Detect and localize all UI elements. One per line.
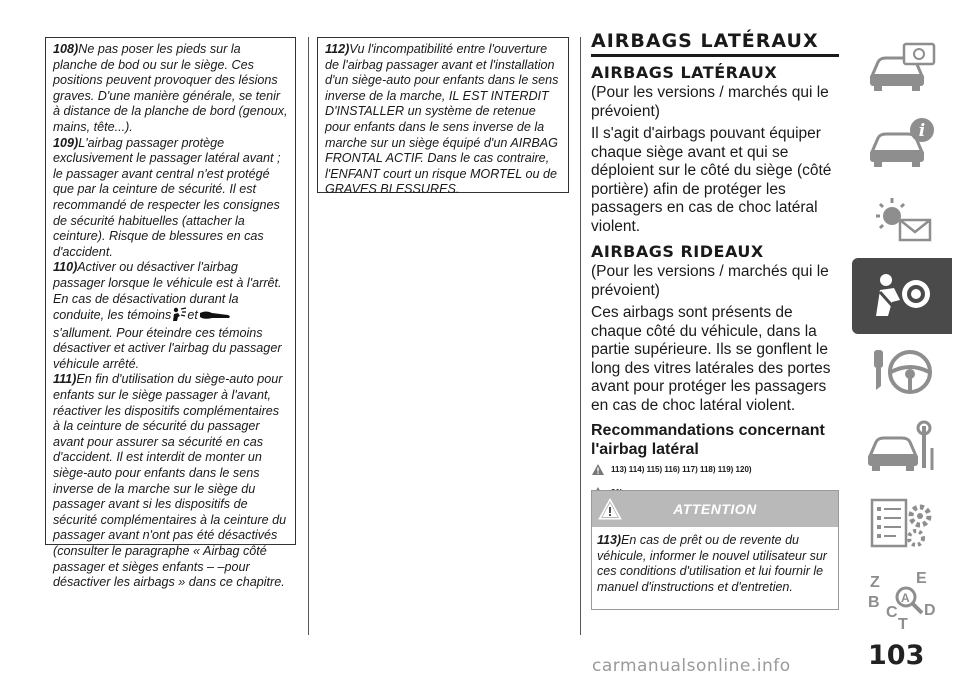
alphabetical-index-icon (864, 567, 940, 633)
tab-dashboard[interactable] (852, 30, 952, 106)
side-airbags-availability: (Pour les versions / marchés qui le prévoient) (591, 84, 829, 120)
index-letter: C (886, 604, 898, 621)
index-letter: B (868, 594, 880, 611)
tab-warning-lights[interactable] (852, 182, 952, 258)
specifications-gear-icon (864, 494, 940, 554)
curtain-airbags-description: Ces airbags sont présents de chaque côté du véhicule, dans la partie supérieure. Ils se gonflent le long des vitres latérales des portes avant pour protéger les passagers en cas de choc latéral violent. (591, 304, 831, 414)
tab-emergency[interactable] (852, 410, 952, 486)
index-letter: D (924, 602, 936, 619)
safety-notes-box-1 (45, 37, 296, 590)
page-title: AIRBAGS LATÉRAUX (591, 30, 839, 57)
car-dashboard-icon (864, 38, 940, 98)
index-letter: Z (870, 574, 880, 591)
attention-header: ATTENTION (592, 491, 838, 527)
warning-reference-1: 113) 114) 115) 116) 117) 118) 119) 120) (591, 463, 839, 476)
column-divider-2 (580, 37, 581, 635)
section-heading-side-airbags: AIRBAGS LATÉRAUX (591, 63, 778, 82)
section-heading-curtain-airbags: AIRBAGS RIDEAUX (591, 242, 764, 261)
note-108: 108)Ne pas poser les pieds sur la planche de bod ou sur le siège. Ces positions peuvent provoquer des lésions graves. D'une manière générale, se tenir à distance de la planche de bord (genoux, mains, tête...). (53, 42, 288, 134)
tab-info[interactable] (852, 106, 952, 182)
tab-index[interactable] (852, 562, 952, 638)
warning-triangle-icon (597, 497, 623, 521)
svg-text:A: A (901, 591, 910, 605)
tab-starting-driving[interactable] (852, 334, 952, 410)
warning-lights-icon (864, 190, 940, 250)
index-letter: E (916, 570, 927, 587)
svg-text:i: i (918, 121, 926, 141)
attention-content: 113)En cas de prêt ou de revente du véhicule, informer le nouvel utilisateur sur ces conditions d'utilisation et lui fournir le manuel d'instructions et d'entretien. (597, 533, 827, 594)
index-letter: T (898, 616, 908, 633)
recommendations-heading: Recommandations concernant l'airbag latéral (591, 422, 825, 458)
tab-technical-data[interactable] (852, 486, 952, 562)
column-divider-1 (308, 37, 309, 635)
warning-triangle-icon (591, 463, 605, 476)
key-steering-wheel-icon (864, 342, 940, 402)
airbag-seatbelt-icon (864, 266, 940, 326)
note-109: 109)L'airbag passager protège exclusivement le passager latéral avant ; le passager avant central n'est protégé que par la ceinture de sécurité. Il est recommandé de respecter les consignes de sécurité habituelles (attacher la ceinture). Risque de blessures en cas d'accident. (53, 135, 281, 259)
curtain-airbags-availability: (Pour les versions / marchés qui le prévoient) (591, 263, 829, 299)
main-content-column (591, 30, 839, 532)
passenger-airbag-off-icon (171, 307, 187, 326)
car-info-icon (864, 114, 940, 174)
airbag-warning-icon (198, 309, 232, 326)
note-112: 112)Vu l'incompatibilité entre l'ouverture de l'airbag passager avant et l'installation d'un siège-auto pour enfants dans le sens inverse de la marche, IL EST INTERDIT D'INSTALLER un système de retenue pour enfants dans le sens inverse de la marche sur un siège équipé d'un AIRBAG FRONTAL ACTIF. Dans le cas contraire, l'ENFANT court un risque MORTEL ou de GRAVES BLESSURES. (325, 42, 559, 197)
watermark: carmanualsonline.info (592, 656, 791, 676)
side-airbags-description: Il s'agit d'airbags pouvant équiper chaque siège avant et qui se déploient sur le côté du siège (côté portière) afin de protéger les passagers en cas de choc latéral violent. (591, 125, 832, 235)
car-tools-icon (864, 418, 940, 478)
note-111: 111)En fin d'utilisation du siège-auto pour enfants sur le siège passager à l'avant, réactiver les dispositifs complémentaires à la ceinture de sécurité du passager avant pour assurer sa sécurité en cas d'accident. Il est interdit de monter un siège-auto pour enfants dans le sens inverse de la marche sur le siège du passager avant si les dispositifs de sécurité complémentaires à la ceinture du passager avant n'ont pas été désactivés (consulter le paragraphe « Airbag côté passager et sièges enfants – –pour désactiver les airbags » dans ce chapitre. (53, 372, 287, 590)
tab-safety[interactable] (852, 258, 952, 334)
safety-notes-box-2 (317, 37, 569, 197)
attention-box (591, 490, 839, 610)
note-110: 110)Activer ou désactiver l'airbag passager lorsque le véhicule est à l'arrêt. En cas de désactivation durant la conduite, les témoins ets'allument. Pour éteindre ces témoins désactiver et activer l'airbag du passager véhicule arrêté. (53, 260, 282, 371)
page-number: 103 (868, 640, 925, 671)
